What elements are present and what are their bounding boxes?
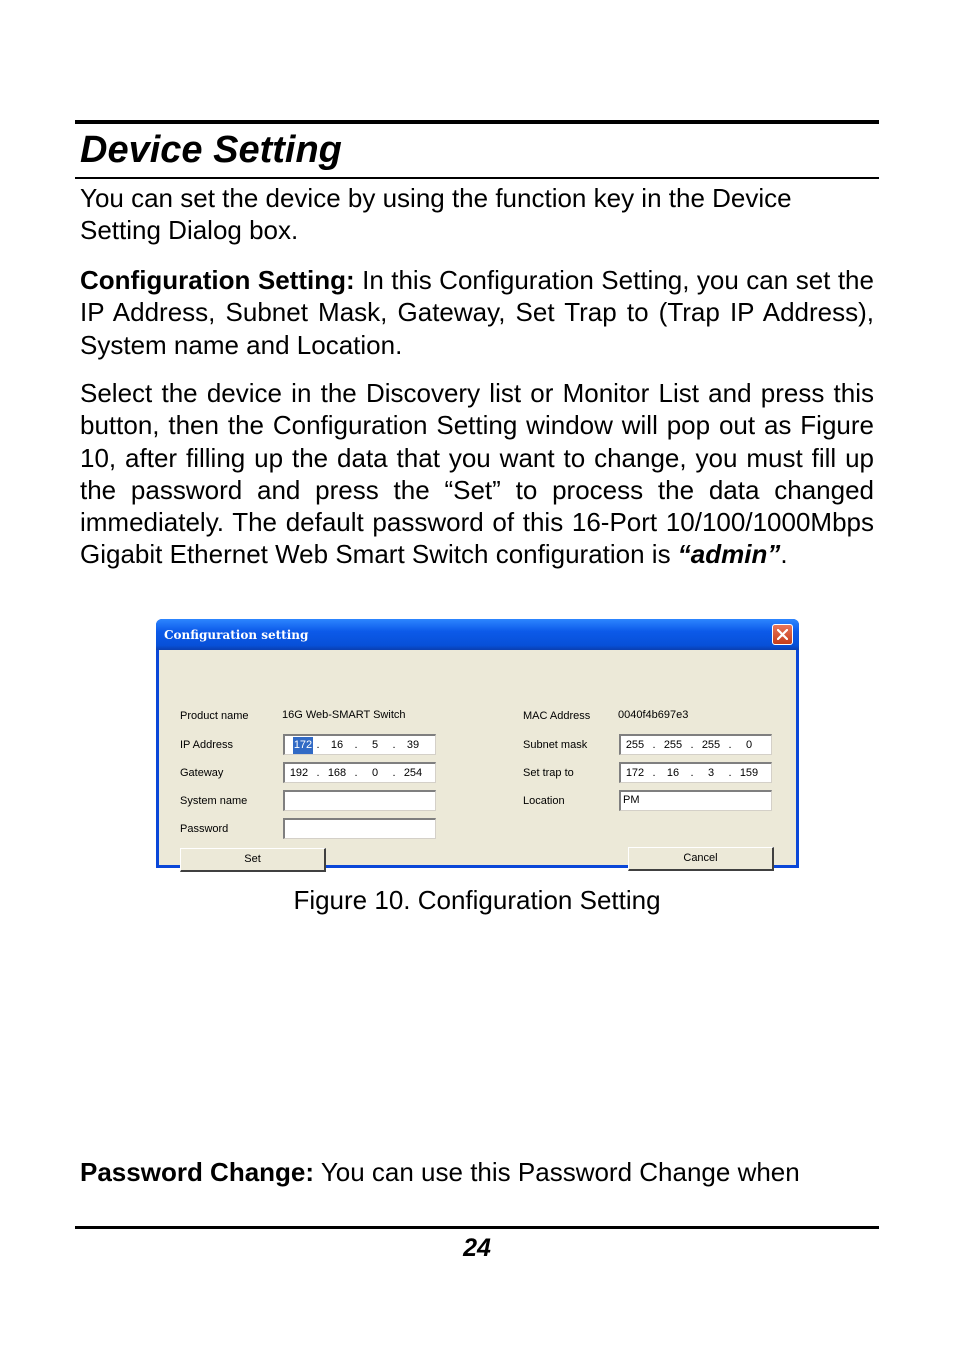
config-paragraph (80, 264, 874, 361)
trap-octet-2[interactable]: 16 (666, 766, 680, 779)
ip-octet-4[interactable]: 39 (406, 738, 420, 751)
subnet-octet-2[interactable]: 255 (663, 738, 683, 751)
select-end: . (780, 539, 788, 570)
gateway-octet-4[interactable]: 254 (403, 766, 423, 779)
intro-paragraph: You can set the device by using the function key in the Device Setting Dialog box. (80, 183, 792, 246)
location-label: Location (523, 795, 565, 807)
select-paragraph (80, 377, 874, 571)
gateway-label: Gateway (180, 767, 224, 779)
ip-address-label: IP Address (180, 739, 233, 751)
top-rule (75, 120, 879, 124)
set-trap-label: Set trap to (523, 767, 574, 779)
set-trap-field[interactable]: 172 . 16 . 3 . 159 (619, 762, 772, 783)
dialog-titlebar[interactable] (156, 619, 799, 650)
ip-octet-1[interactable]: 172 (293, 737, 313, 754)
gateway-field[interactable]: 192 . 168 . 0 . 254 (283, 762, 436, 783)
subnet-mask-field[interactable]: 255 . 255 . 255 . 0 (619, 734, 772, 755)
close-button[interactable] (772, 624, 793, 645)
password-change-text: You can use this Password Change when (314, 1157, 800, 1187)
default-password: “admin” (677, 539, 781, 570)
config-text: In this Configuration Setting, you can set the IP Address, Subnet Mask, Gateway, Set Trap to (Trap IP Address), System name and Location. (80, 265, 874, 360)
system-name-input[interactable] (283, 790, 436, 811)
gateway-octet-2[interactable]: 168 (327, 766, 347, 779)
heading-rule (75, 177, 879, 179)
trap-octet-4[interactable]: 159 (739, 766, 759, 779)
mac-address-value: 0040f4b697e3 (618, 709, 689, 721)
figure-caption: Figure 10. Configuration Setting (293, 885, 661, 915)
select-text: Select the device in the Discovery list or Monitor List and press this button, then the Configuration Setting window will pop out as Figure 10, after filling up the data that you want to change, you must fill up the password and press the “Set” to process the data changed immediately. The default password of this 16-Port 10/100/1000Mbps Gigabit Ethernet Web Smart Switch configuration is (80, 378, 874, 570)
password-label: Password (180, 823, 229, 835)
set-button[interactable]: Set (180, 848, 326, 872)
mac-address-label: MAC Address (523, 710, 591, 722)
dialog-body (159, 650, 796, 865)
configuration-dialog (156, 619, 799, 868)
subnet-octet-1[interactable]: 255 (625, 738, 645, 751)
close-icon (777, 629, 788, 640)
ip-address-field[interactable]: 172 . 16 . 5 . 39 (283, 734, 436, 755)
section-heading: Device Setting (80, 129, 342, 171)
gateway-octet-3[interactable]: 0 (371, 766, 379, 779)
password-change-paragraph (80, 1156, 874, 1188)
password-change-label: Password Change: (80, 1157, 315, 1187)
dialog-title: Configuration setting (164, 628, 309, 642)
password-input[interactable] (283, 818, 436, 839)
subnet-octet-3[interactable]: 255 (701, 738, 721, 751)
cancel-button[interactable]: Cancel (628, 847, 774, 871)
page-number: 24 (463, 1234, 491, 1262)
gateway-octet-1[interactable]: 192 (289, 766, 309, 779)
subnet-octet-4[interactable]: 0 (745, 738, 753, 751)
location-input[interactable]: PM (619, 790, 772, 811)
system-name-label: System name (180, 795, 248, 807)
config-label: Configuration Setting: (80, 265, 355, 295)
subnet-mask-label: Subnet mask (523, 739, 588, 751)
bottom-rule (75, 1226, 879, 1229)
product-name-label: Product name (180, 710, 249, 722)
ip-octet-2[interactable]: 16 (330, 738, 344, 751)
product-name-value: 16G Web-SMART Switch (282, 709, 406, 721)
trap-octet-3[interactable]: 3 (707, 766, 715, 779)
trap-octet-1[interactable]: 172 (625, 766, 645, 779)
ip-octet-3[interactable]: 5 (371, 738, 379, 751)
